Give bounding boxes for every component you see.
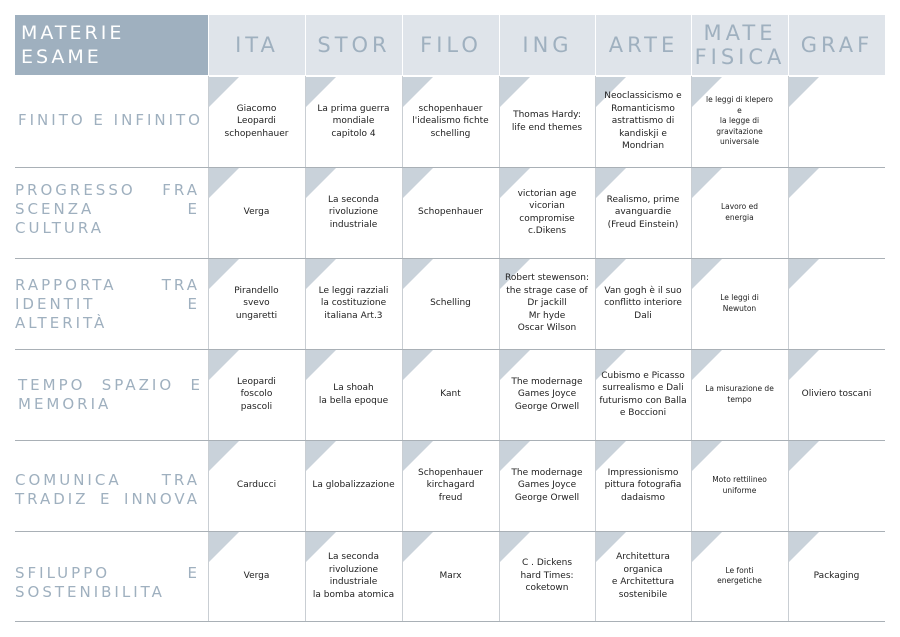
cell-text: Schelling: [430, 298, 471, 309]
cell-text: Neoclassicismo e Romanticismo astrattismo di kandiskji e Mondrian: [604, 91, 682, 152]
cell-text: Schopenhauer: [418, 207, 483, 218]
corner-title: MATERIE ESAME: [21, 22, 125, 68]
table-cell: [402, 167, 499, 258]
cell-text: Verga: [243, 207, 270, 218]
table-cell: [788, 258, 885, 349]
row-label-1: PROGRESSO FRA SCENZA E CULTURA: [15, 181, 200, 237]
table-cell: [691, 440, 788, 531]
column-header-label: ARTE: [608, 33, 679, 57]
table-cell: [208, 167, 305, 258]
table-cell: [402, 349, 499, 440]
cell-text: La prima guerra mondiale capitolo 4: [317, 103, 390, 139]
table-cell: [305, 531, 402, 621]
cell-text: Le leggi di Newuton: [720, 293, 759, 313]
cell-text: Le leggi razziali la costituzione italiana Art.3: [318, 285, 389, 321]
table-cell: [402, 440, 499, 531]
column-header-label: ITA: [235, 33, 279, 57]
column-header-label: FILO: [420, 33, 482, 57]
column-header-5: [691, 15, 788, 75]
table-cell: [305, 440, 402, 531]
table-cell: [691, 167, 788, 258]
cell-text: Van gogh è il suo conflitto interiore Dali: [604, 285, 682, 321]
cell-text: Architettura organica e Architettura sostenibile: [611, 552, 675, 600]
column-header-2: [402, 15, 499, 75]
table-cell: [691, 349, 788, 440]
table-cell: [499, 76, 595, 167]
cell-text: La seconda rivoluzione industriale la bomba atomica: [312, 552, 395, 600]
table-cell: [305, 76, 402, 167]
cell-text: The modernage Games Joyce George Orwell: [511, 467, 583, 503]
table-cell: [788, 349, 885, 440]
table-cell: [208, 258, 305, 349]
table-cell: [499, 440, 595, 531]
cell-text: schopenhauer l'idealismo fichte schelling: [412, 103, 489, 139]
cell-text: Giacomo Leopardi schopenhauer: [224, 103, 289, 139]
table-cell: [595, 349, 691, 440]
cell-text: Schopenhauer kirchagard freud: [418, 467, 483, 503]
table-cell: [595, 76, 691, 167]
cell-text: La globalizzazione: [312, 480, 395, 491]
table-cell: [208, 349, 305, 440]
row-label-3: TEMPO SPAZIO E MEMORIA: [18, 376, 203, 413]
cell-text: Kant: [440, 389, 461, 400]
table-cell: [691, 531, 788, 621]
column-header-label: ING: [522, 33, 573, 57]
cell-text: Robert stewenson: the strage case of Dr jackill Mr hyde Oscar Wilson: [505, 273, 589, 334]
table-cell: [691, 76, 788, 167]
table-cell: [595, 167, 691, 258]
cell-text: La shoah la bella epoque: [318, 383, 389, 406]
cell-text: La seconda rivoluzione industriale: [327, 194, 379, 230]
row-divider: [15, 621, 885, 622]
cell-text: Realismo, prime avanguardie (Freud Einstein): [606, 194, 680, 230]
cell-text: victorian age vicorian compromise c.Dikens: [517, 188, 577, 236]
table-cell: [208, 531, 305, 621]
table-cell: [595, 440, 691, 531]
cell-text: Oliviero toscani: [801, 389, 872, 400]
table-cell: [499, 258, 595, 349]
cell-text: Verga: [243, 570, 270, 581]
table-cell: [499, 167, 595, 258]
cell-text: Lavoro ed energia: [720, 202, 759, 222]
column-header-1: [305, 15, 402, 75]
column-header-label: GRAF: [800, 33, 874, 57]
table-cell: [499, 349, 595, 440]
corner-header: [15, 15, 208, 75]
cell-text: Pirandello svevo ungaretti: [234, 285, 279, 321]
column-header-3: [499, 15, 595, 75]
table-cell: [305, 349, 402, 440]
column-header-6: [788, 15, 885, 75]
table-cell: [788, 167, 885, 258]
table-cell: [788, 440, 885, 531]
row-label-4: COMUNICA TRA TRADIZ E INNOVA: [15, 471, 200, 508]
cell-text: Marx: [439, 570, 462, 581]
table-cell: [788, 76, 885, 167]
cell-text: Leopardi foscolo pascoli: [237, 376, 276, 412]
cell-text: The modernage Games Joyce George Orwell: [511, 376, 583, 412]
table-cell: [402, 76, 499, 167]
cell-text: Moto rettilineo uniforme: [712, 475, 767, 495]
cell-text: Packaging: [813, 570, 860, 581]
cell-text: Carducci: [236, 480, 277, 491]
row-label-0: FINITO E INFINITO: [18, 111, 203, 129]
row-label-2: RAPPORTA TRA IDENTIT E ALTERITÀ: [15, 276, 200, 332]
table-cell: [305, 167, 402, 258]
table-cell: [788, 531, 885, 621]
column-header-0: [208, 15, 305, 75]
cell-text: Thomas Hardy: life end themes: [511, 110, 583, 133]
table-cell: [595, 258, 691, 349]
column-header-4: [595, 15, 691, 75]
cell-text: La misurazione de tempo: [705, 384, 774, 404]
row-label-5: SFILUPPO E SOSTENIBILITA: [15, 564, 200, 601]
cell-text: Le fonti energetiche: [717, 565, 762, 585]
cell-text: Impressionismo pittura fotografia dadaismo: [604, 467, 682, 503]
table-cell: [595, 531, 691, 621]
column-header-label: STOR: [317, 33, 391, 57]
table-cell: [208, 440, 305, 531]
table-cell: [208, 76, 305, 167]
table-cell: [499, 531, 595, 621]
cell-text: C . Dickens hard Times: coketown: [520, 558, 574, 594]
column-header-label: MATE FISICA: [694, 21, 786, 69]
table-cell: [402, 531, 499, 621]
cell-text: Cubismo e Picasso surrealismo e Dali futurismo con Balla e Boccioni: [599, 370, 687, 418]
table-cell: [402, 258, 499, 349]
table-cell: [305, 258, 402, 349]
table-cell: [691, 258, 788, 349]
cell-text: le leggi di klepero e la legge di gravitazione universale: [706, 95, 773, 147]
